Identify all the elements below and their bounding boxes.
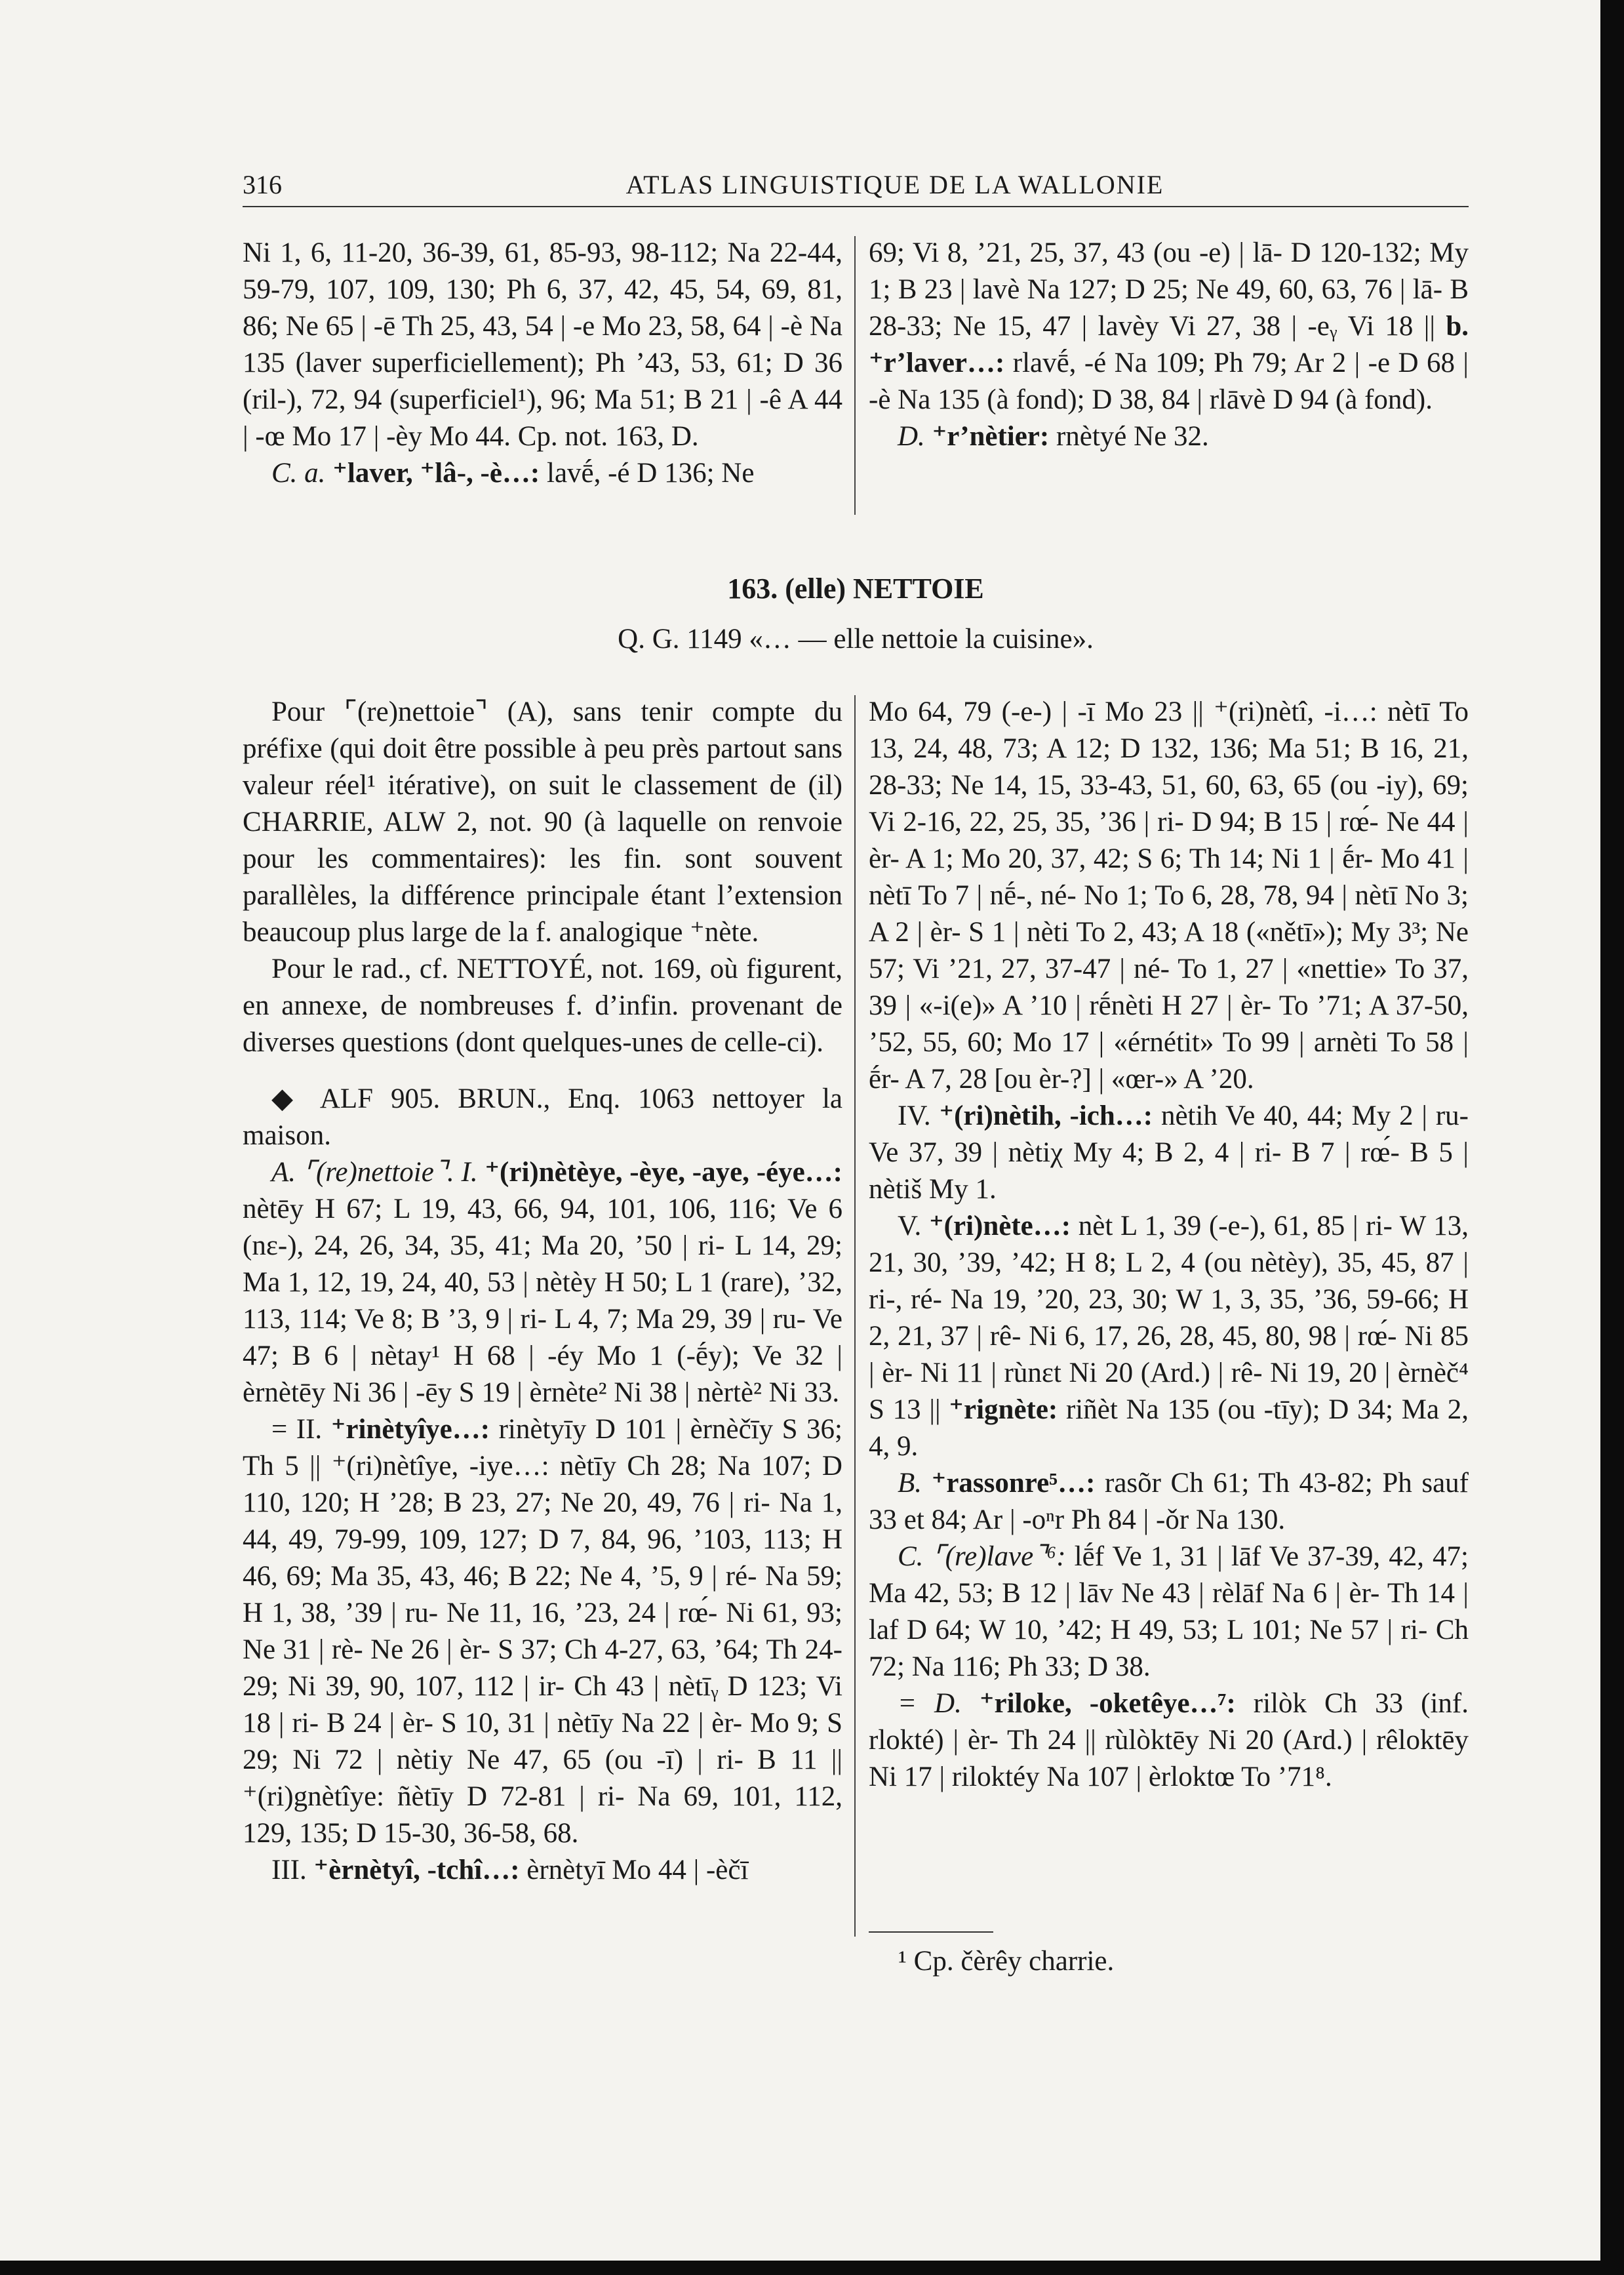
forms-text: rilòk Ch 33 (inf. rlokté) | èr- Th 24 || rùlòktēy Ni 20 (Ard.) | rêloktēy Ni 17 | riloktéy Na 107 | èrloktœ To ’71⁸. [869, 1688, 1469, 1792]
section-v [869, 1208, 1469, 1465]
section-label: = II. [271, 1414, 331, 1445]
section-label: C. ⌜(re)lave⌝⁶: [898, 1541, 1075, 1572]
forms-text: rnètyé Ne 32. [1049, 421, 1209, 452]
top-right-paragraph [869, 235, 1469, 418]
column-divider-top [854, 236, 856, 515]
right-column [869, 694, 1469, 1796]
section-d [869, 1685, 1469, 1796]
forms-text: nèt L 1, 39 (-e-), 61, 85 | ri- W 13, 21, 30, ’39, ’42; H 8; L 2, 4 (ou nètèy), 35, 45, 87 | ri-, ré- Na 19, ’20, 23, 30; W 1, 3, 35, ’36, 59-66; H 2, 21, 37 | rê- Ni 6, 17, 26, 28, 45, 80, 98 | rœ́- Ni 85 | èr- Ni 11 | rùnɛt Ni 20 (Ard.) | rê- Ni 19, 20 | èrnèč⁴ S 13 || [869, 1211, 1469, 1425]
headword: ⁺èrnètyî, -tchî…: [313, 1855, 520, 1885]
forms-text: rasõr Ch 61; Th 43-82; Ph sauf 33 et 84; Ar | -oⁿr Ph 84 | -ǒr Na 130. [869, 1468, 1469, 1535]
top-right-section-d [869, 418, 1469, 455]
alf-reference: ◆ ALF 905. BRUN., Enq. 1063 nettoyer la maison. [243, 1083, 842, 1151]
forms-text: 69; Vi 8, ’21, 25, 37, 43 (ou -e) | lā- D 120-132; My 1; B 23 | lavè Na 127; D 25; Ne 49, 60, 63, 76 | lā- B 28-33; Ne 15, 47 | lavèy Vi 27, 38 | -eᵧ Vi 18 || [869, 237, 1469, 342]
forms-text: rinètyīy D 101 | èrnèčīy S 36; Th 5 || ⁺(ri)nètîye, -iye…: nètīy Ch 28; Na 107; D 110, 120; H ’28; B 23, 27; Ne 20, 49, 76 | ri- Na 1, 44, 49, 79-99, 109, 127; D 7, 84, 96, ’103, 113; H 46, 69; Ma 35, 43, 46; B 22; Ne 4, ’5, 9 | ré- Na 59; H 1, 38, ’39 | ru- Ne 11, 16, ’23, 24 | rœ́- Ni 61, 93; Ne 31 | rè- Ne 26 | èr- S 37; Ch 4-27, 63, ’64; Th 24-29; Ni 39, 90, 107, 112 | ir- Ch 43 | nètīᵧ D 123; Vi 18 | ri- B 24 | èr- S 10, 31 | nètīy Na 22 | èr- Mo 9; S 29; Ni 72 | nètiy Ne 47, 65 (ou -ī) | ri- B 11 || ⁺(ri)gnètîye: ñètīy D 72-81 | ri- Na 69, 101, 112, 129, 135; D 15-30, 36-58, 68. [243, 1414, 843, 1849]
forms-text: lḗf Ve 1, 31 | lāf Ve 37-39, 42, 47; Ma 42, 53; B 12 | lāv Ne 43 | rèlāf Na 6 | èr- Th 14 | laf D 64; W 10, ’42; H 49, 53; L 101; Ne 57 | ri- Ch 72; Na 116; Ph 33; D 38. [869, 1541, 1469, 1682]
forms-text: nètih Ve 40, 44; My 2 | ru- Ve 37, 39 | nètiχ My 4; B 2, 4 | ri- B 7 | rœ́- B 5 | nètiš My 1. [869, 1100, 1469, 1205]
page-header [243, 169, 1469, 206]
intro-paragraph-2: Pour le rad., cf. NETTOYÉ, not. 169, où figurent, en annexe, de nombreuses f. d’infin. provenant de diverses questions (dont quelques-unes de celle-ci). [243, 954, 842, 1058]
forms-text: rlavḗ, -é Na 109; Ph 79; Ar 2 | -e D 68 | -è Na 135 (à fond); D 38, 84 | rlāvè D 94 (à fond). [869, 348, 1469, 415]
section-label: IV. [898, 1100, 940, 1131]
continued-paragraph: Mo 64, 79 (-e-) | -ī Mo 23 || ⁺(ri)nètî, -i…: nètī To 13, 24, 48, 73; A 12; D 132, 136; Ma 51; B 16, 21, 28-33; Ne 14, 15, 33-43, 51, 60, 63, 65 (ou -iy), 69; Vi 2-16, 22, 25, 35, ’36 | ri- D 94; B 15 | rœ́- Ne 44 | èr- A 1; Mo 20, 37, 42; S 6; Th 14; Ni 1 | ḗr- Mo 41 | nètī To 7 | nḗ-, né- No 1; To 6, 28, 78, 94 | nètī No 3; A 2 | èr- S 1 | nèti To 2, 43; A 18 («nětī»); My 3³; Ne 57; Vi ’21, 27, 37-47 | né- To 1, 27 | «nettie» To 37, 39 | «-i(e)» A ’10 | rḗnèti H 27 | èr- To ’71; A 37-50, ’52, 55, 60; Mo 17 | «érnétit» To 99 | arnèti To 58 | ḗr- A 7, 28 [ou èr-?] | «œr-» A ’20. [869, 696, 1469, 1095]
page-number: 316 [243, 170, 282, 199]
forms-text: riñèt Na 135 (ou -tīy); D 34; Ma 2, 4, 9. [869, 1394, 1469, 1462]
article-title: 163. (elle) NETTOIE [727, 573, 984, 605]
left-column [243, 694, 842, 1889]
headword: ⁺r’nètier: [932, 421, 1050, 452]
footnote: ¹ Cp. čèrêy charrie. [898, 1946, 1115, 1977]
running-title: ATLAS LINGUISTIQUE DE LA WALLONIE [625, 170, 1164, 199]
forms-text: nètēy H 67; L 19, 43, 66, 94, 101, 106, 116; Ve 6 (nɛ-), 24, 26, 34, 35, 41; Ma 20, ’50 | ri- L 14, 29; Ma 1, 12, 19, 24, 40, 53 | nètèy H 50; L 1 (rare), ’32, 113, 114; Ve 8; B ’3, 9 | ri- L 4, 7; Ma 29, 39 | ru- Ve 47; B 6 | nètay¹ H 68 | -éy Mo 1 (-ḗy); Ve 32 | èrnètēy Ni 36 | -ēy S 19 | èrnète² Ni 38 | nèrtè² Ni 33. [243, 1194, 842, 1408]
section-iv [869, 1098, 1469, 1208]
section-a [243, 1154, 842, 1411]
section-label: III. [271, 1855, 314, 1885]
headword: ⁺riloke, -oketêye…⁷: [979, 1688, 1236, 1719]
section-iii [243, 1852, 842, 1889]
section-label: B. [898, 1468, 932, 1499]
top-left-section-c [243, 455, 842, 492]
scan-edge-right [1600, 0, 1624, 2275]
section-b [869, 1465, 1469, 1539]
scan-edge-bottom [0, 2261, 1624, 2275]
footnote-rule [869, 1931, 993, 1933]
top-left-paragraph: Ni 1, 6, 11-20, 36-39, 61, 85-93, 98-112; Na 22-44, 59-79, 107, 109, 130; Ph 6, 37, 42, 45, 54, 69, 81, 86; Ne 65 | -ē Th 25, 43, 54 | -e Mo 23, 58, 64 | -è Na 135 (laver superficiellement); Ph ’43, 53, 61; D 36 (ril-), 72, 94 (superficiel¹), 96; Ma 51; B 21 | -ê A 44 | -œ Mo 17 | -èy Mo 44. Cp. not. 163, D. [243, 237, 842, 452]
section-label: = D. [898, 1688, 980, 1719]
forms-text: èrnètyī Mo 44 | -èčī [519, 1855, 749, 1885]
section-label: A. ⌜(re)nettoie⌝. I. [271, 1157, 485, 1188]
headword: ⁺(ri)nètih, -ich…: [939, 1100, 1153, 1131]
intro-paragraph-1: Pour ⌜(re)nettoie⌝ (A), sans tenir compte du préfixe (qui doit être possible à peu près partout sans valeur réel¹ itérative), on suit le classement de (il) CHARRIE, ALW 2, not. 90 (à laquelle on renvoie pour les commentaires): les fin. sont souvent parallèles, la différence principale étant l’extension beaucoup plus large de la f. analogique ⁺nète. [243, 696, 842, 948]
top-right-column [869, 235, 1469, 455]
section-c [869, 1539, 1469, 1685]
section-label: V. [898, 1211, 929, 1241]
section-ii [243, 1411, 842, 1852]
section-label: D. [898, 421, 932, 452]
headword: ⁺rignète: [940, 1394, 1058, 1425]
top-left-column [243, 235, 842, 492]
header-rule [243, 206, 1469, 207]
article-question: Q. G. 1149 «… — elle nettoie la cuisine». [618, 624, 1094, 654]
headword: ⁺laver, ⁺lâ-, -è…: [332, 458, 540, 489]
headword: b. ⁺r’laver…: [869, 311, 1469, 378]
headword: ⁺rinètyîye…: [330, 1414, 490, 1445]
headword: ⁺(ri)nète…: [928, 1211, 1071, 1241]
column-divider [854, 695, 856, 1937]
forms-text: lavḗ, -é D 136; Ne [540, 458, 755, 489]
headword: ⁺(ri)nètèye, -èye, -aye, -éye…: [485, 1157, 842, 1188]
section-label: C. a. [271, 458, 333, 489]
headword: ⁺rassonre⁵…: [931, 1468, 1096, 1499]
